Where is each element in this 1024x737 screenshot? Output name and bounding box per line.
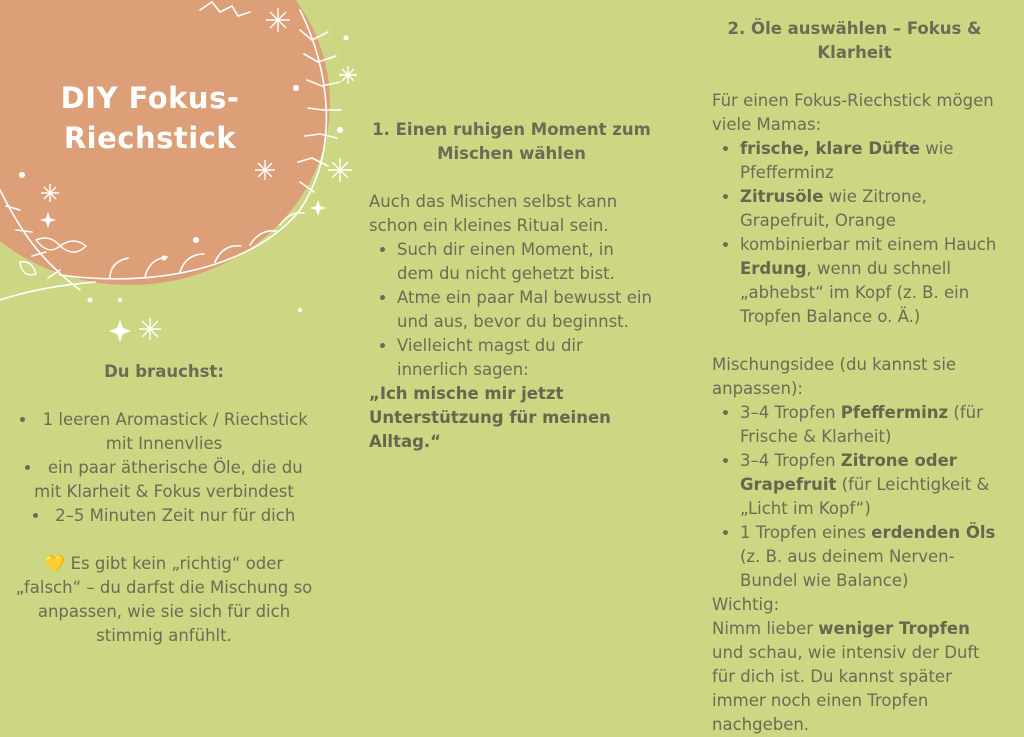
list-item: • 3–4 Tropfen Pfefferminz (für Frische & Klarheit): [740, 401, 997, 449]
list-item: • Such dir einen Moment, in dem du nicht gehetzt bist.: [397, 238, 654, 286]
list-item: • frische, klare Düfte wie Pfefferminz: [740, 137, 997, 185]
step-2-intro: Für einen Fokus-Riechstick mögen viele Mamas:: [712, 91, 994, 134]
list-item: • Atme ein paar Mal bewusst ein und aus, bevor du beginnst.: [397, 286, 654, 334]
step-2-heading: 2. Öle auswählen – Fokus & Klarheit: [727, 19, 982, 62]
blend-intro: Mischungsidee (du kannst sie anpassen):: [712, 355, 957, 398]
list-item: • Vielleicht magst du dir innerlich sagen:: [397, 334, 654, 382]
list-item: • 3–4 Tropfen Zitrone oder Grapefruit (für Leichtigkeit & „Licht im Kopf“): [740, 449, 997, 521]
column-step-2: [712, 17, 997, 737]
winter-wreath-decoration: [0, 0, 380, 350]
important-text: Nimm lieber weniger Tropfen und schau, wie intensiv der Duft für dich ist. Du kannst später immer noch einen Tropfen nachgeben.: [712, 619, 980, 734]
step-1-quote: „Ich mische mir jetzt Unterstützung für meinen Alltag.“: [369, 384, 611, 451]
blend-list: [712, 401, 997, 593]
step-1-heading: 1. Einen ruhigen Moment zum Mischen wählen: [372, 120, 651, 163]
oils-list: [712, 137, 997, 329]
column-you-need: [14, 360, 314, 648]
you-need-list: [14, 408, 314, 528]
step-1-list: [369, 238, 654, 382]
note-text: [14, 552, 314, 648]
list-item: • 2–5 Minuten Zeit nur für dich: [14, 504, 314, 528]
step-1-intro: Auch das Mischen selbst kann schon ein kleines Ritual sein.: [369, 192, 618, 235]
list-item: • Zitrusöle wie Zitrone, Grapefruit, Orange: [740, 185, 997, 233]
list-item: • 1 Tropfen eines erdenden Öls (z. B. aus deinem Nerven-Bundel wie Balance): [740, 521, 997, 593]
note-body: Es gibt kein „richtig“ oder „falsch“ – du darfst die Mischung so anpassen, wie sie sich für dich stimmig anfühlt.: [15, 554, 313, 645]
important-label: Wichtig:: [712, 595, 780, 614]
you-need-heading: Du brauchst:: [104, 362, 224, 381]
page-title: DIY Fokus-Riechstick: [60, 81, 240, 155]
list-item: • kombinierbar mit einem Hauch Erdung, wenn du schnell „abhebst“ im Kopf (z. B. ein Tropfen Balance o. Ä.): [740, 233, 997, 329]
column-step-1: [369, 118, 654, 454]
list-item: • 1 leeren Aromastick / Riechstick mit Innenvlies: [14, 408, 314, 456]
list-item: • ein paar ätherische Öle, die du mit Klarheit & Fokus verbindest: [14, 456, 314, 504]
heart-icon: 💛: [44, 554, 66, 573]
